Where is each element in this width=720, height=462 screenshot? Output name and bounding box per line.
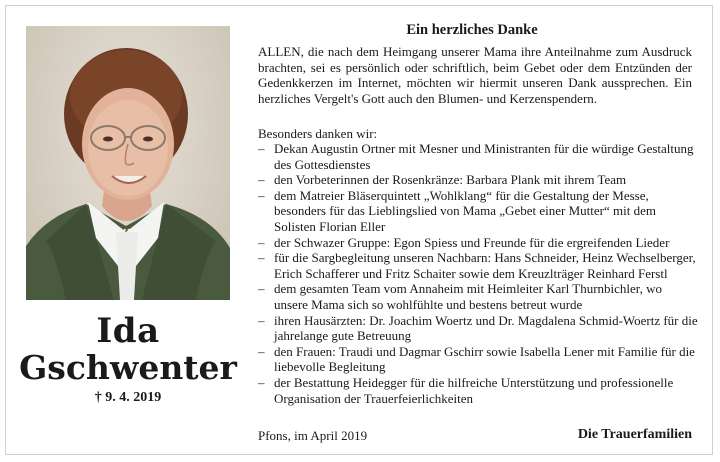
list-dash: – xyxy=(258,374,265,390)
thanks-heading: Besonders danken wir: xyxy=(258,126,378,141)
list-dash: – xyxy=(258,234,265,250)
list-dash: – xyxy=(258,343,265,359)
list-item-text: dem gesamten Team vom Annaheim mit Heimleiter Karl Thurnbichler, wo unsere Mama sich so wohlfühlte und bestens betreut wurde xyxy=(274,281,662,312)
list-item xyxy=(258,344,698,375)
place-date: Pfons, im April 2019 xyxy=(258,428,368,443)
list-item-text: Dekan Augustin Ortner mit Mesner und Ministranten für die würdige Gestaltung des Gottesdienstes xyxy=(274,141,694,172)
list-item-text: den Frauen: Traudi und Dagmar Gschirr sowie Isabella Lener mit Familie für die liebevolle Begleitung xyxy=(274,343,695,375)
list-item-text: der Schwazer Gruppe: Egon Spiess und Freunde für die ergreifenden Lieder xyxy=(274,234,670,250)
signature: Die Trauerfamilien xyxy=(577,427,692,442)
list-dash: – xyxy=(258,172,265,188)
list-item-text: ihren Hausärzten: Dr. Joachim Woertz und Dr. Magdalena Schmid-Woertz für die jahrelange gute Betreuung xyxy=(274,312,698,344)
deceased-first-name: Ida xyxy=(96,311,160,351)
deceased-last-name: Gschwenter xyxy=(19,348,237,387)
list-dash: – xyxy=(258,281,265,297)
list-item-text: den Vorbeterinnen der Rosenkränze: Barbara Plank mit ihrem Team xyxy=(274,172,627,188)
thanks-list xyxy=(258,141,698,406)
list-dash: – xyxy=(258,250,265,266)
intro-paragraph: ALLEN, die nach dem Heimgang unserer Mama ihre Anteilnahme zum Ausdruck brachten, sei es persönlich oder schriftlich, beim Gebet oder dem Entzünden der Gedenkkerzen im Internet, möchten wir hiermit unseren Dank aussprechen. Ein herzliches Vergelt's Gott auch den Blumen- und Kerzenspendern. xyxy=(258,44,692,106)
list-item-text: der Bestattung Heidegger für die hilfreiche Unterstützung und professionelle Organisation der Trauerfeierlichkeiten xyxy=(274,374,674,406)
death-date: † 9. 4. 2019 xyxy=(94,390,162,405)
list-item xyxy=(258,188,698,235)
list-item xyxy=(258,250,698,281)
list-item xyxy=(258,235,698,251)
list-item xyxy=(258,313,698,344)
list-item xyxy=(258,281,698,312)
list-dash: – xyxy=(258,141,265,156)
portrait-photo xyxy=(26,26,230,300)
list-item-text: für die Sargbegleitung unseren Nachbarn: Hans Schneider, Heinz Wechselberger, Erich Schafferer und Fritz Schaiter sowie dem Kreuzlträger Reinhard Ferstl xyxy=(274,250,696,281)
list-item xyxy=(258,172,698,188)
list-dash: – xyxy=(258,187,265,203)
list-dash: – xyxy=(258,312,265,328)
notice-title: Ein herzliches Danke xyxy=(406,22,538,38)
list-item xyxy=(258,141,698,172)
list-item-text: dem Matreier Bläserquintett „Wohlklang“ für die Gestaltung der Messe, besonders für das Lieblingslied von Mama „Gebet einer Mutter“ mit dem Solisten Florian Eller xyxy=(274,187,656,234)
list-item xyxy=(258,375,698,406)
